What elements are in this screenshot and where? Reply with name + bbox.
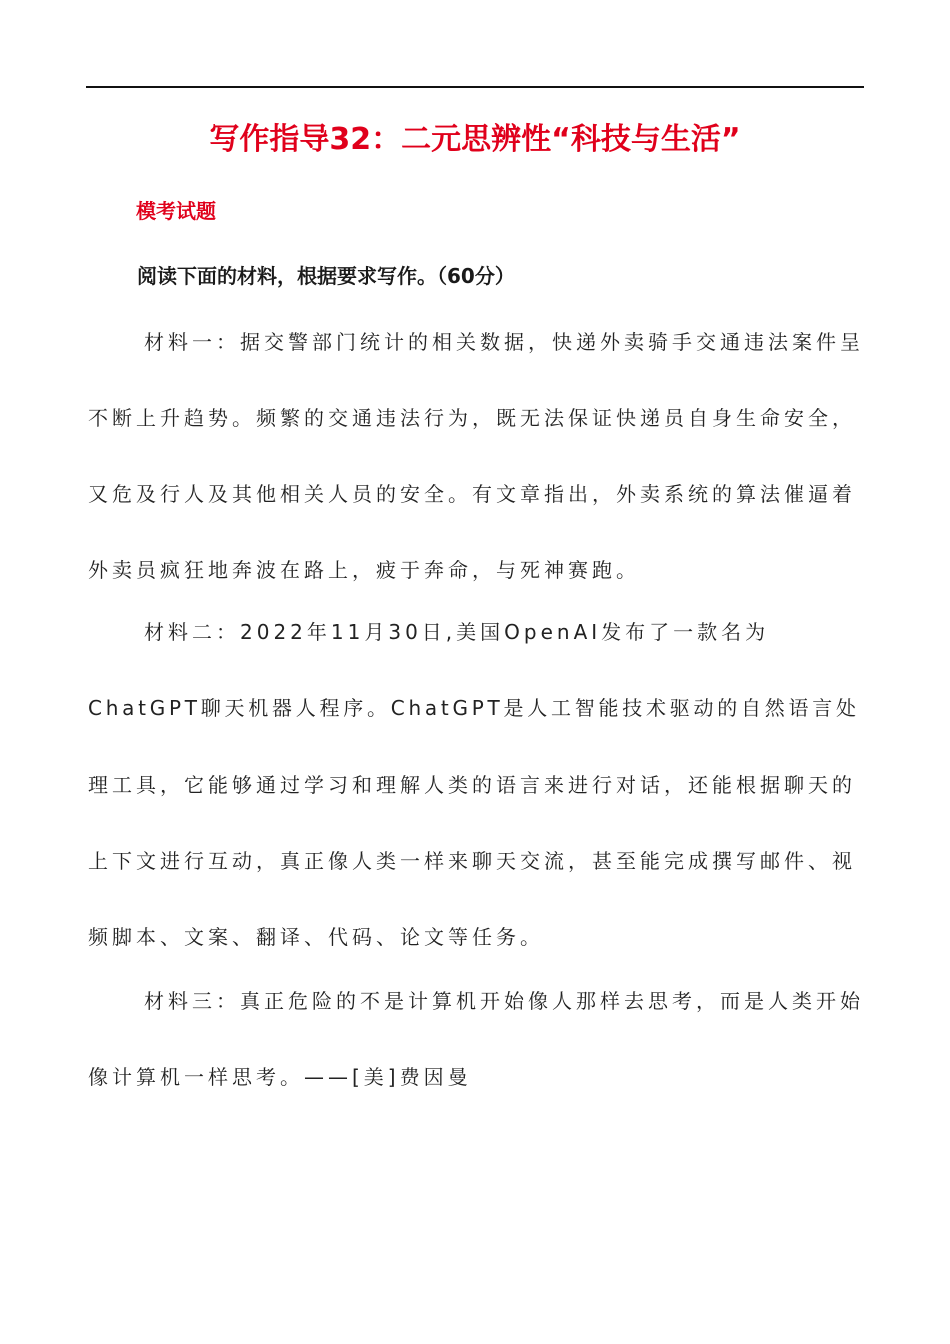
material2-line: 频脚本、文案、翻译、代码、论文等任务。 <box>88 925 544 949</box>
material2-line: 材料二：2022年11月30日,美国OpenAI发布了一款名为 <box>144 620 770 644</box>
section-heading: 模考试题 <box>136 199 216 223</box>
material1-line: 不断上升趋势。频繁的交通违法行为，既无法保证快递员自身生命安全， <box>88 406 856 430</box>
material1-line: 外卖员疯狂地奔波在路上，疲于奔命，与死神赛跑。 <box>88 558 640 582</box>
material1-line: 又危及行人及其他相关人员的安全。有文章指出，外卖系统的算法催逼着 <box>88 482 856 506</box>
material3-line: 像计算机一样思考。——[美]费因曼 <box>88 1065 472 1089</box>
material2-line: ChatGPT聊天机器人程序。ChatGPT是人工智能技术驱动的自然语言处 <box>88 696 860 720</box>
header-rule <box>86 86 864 88</box>
material1-line: 材料一：据交警部门统计的相关数据，快递外卖骑手交通违法案件呈 <box>144 330 864 354</box>
material3-line: 材料三：真正危险的不是计算机开始像人那样去思考，而是人类开始 <box>144 989 864 1013</box>
page-title: 写作指导32：二元思辨性“科技与生活” <box>209 122 741 157</box>
writing-instruction: 阅读下面的材料，根据要求写作。（60分） <box>137 264 515 288</box>
material2-line: 理工具，它能够通过学习和理解人类的语言来进行对话，还能根据聊天的 <box>88 773 856 797</box>
material2-line: 上下文进行互动，真正像人类一样来聊天交流，甚至能完成撰写邮件、视 <box>88 849 856 873</box>
